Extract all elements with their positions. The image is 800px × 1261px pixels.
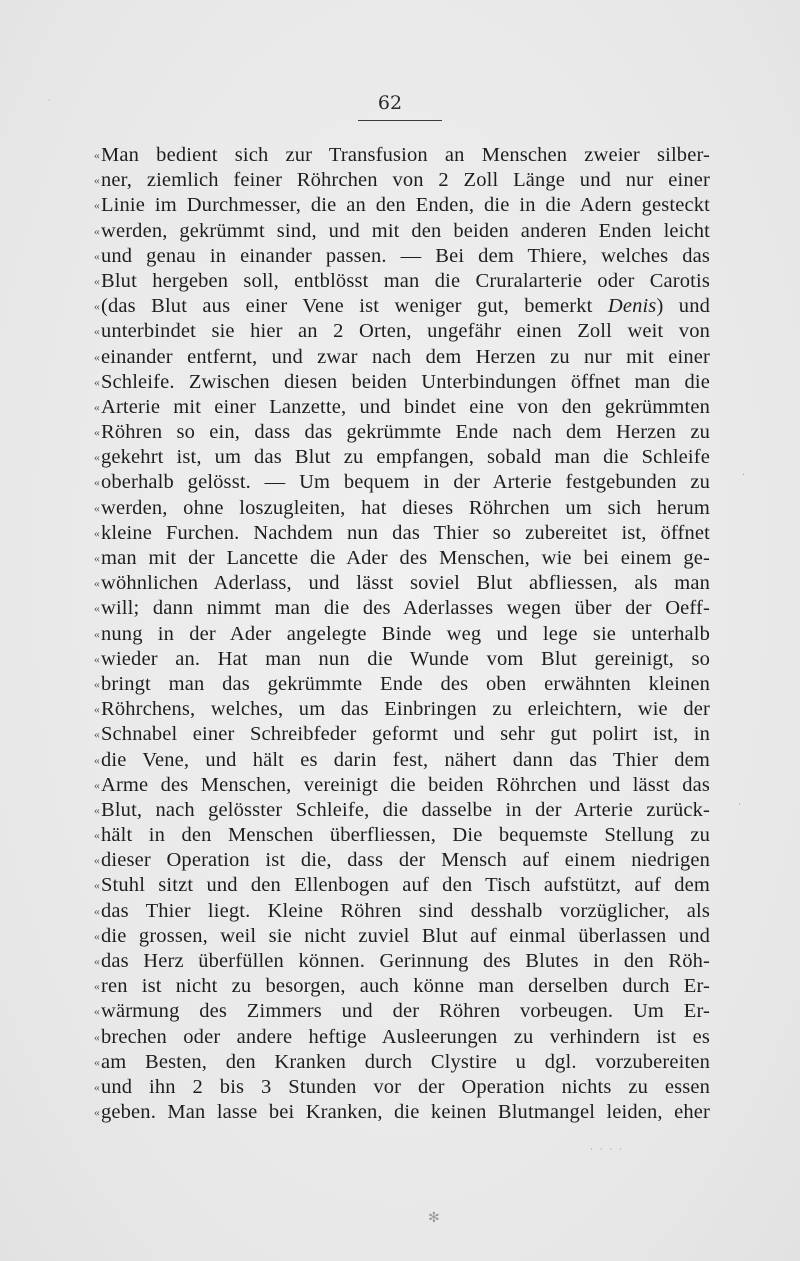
text-line [86,294,710,319]
text-line [86,193,710,218]
line-text: wärmung des Zimmers und der Röhren vorbeugen. Um Er- [101,1000,710,1023]
quote-mark: « [93,903,100,918]
text-line [86,748,710,773]
quote-mark: « [93,928,100,943]
quote-mark: « [93,802,100,817]
text-line [86,596,710,621]
line-text: Man bedient sich zur Transfusion an Menschen zweier silber- [101,144,710,166]
text-line [86,1100,710,1125]
text-line [86,521,710,546]
quote-mark: « [93,525,100,540]
line-text: Blut, nach gelösster Schleife, die dasselbe in der Arterie zurück- [101,798,710,821]
body-text [86,143,710,1125]
quote-mark: « [93,223,100,238]
line-text: und ihn 2 bis 3 Stunden vor der Operation nichts zu essen [101,1075,710,1098]
quote-mark: « [93,1105,100,1120]
text-line [86,773,710,798]
line-text: Schleife. Zwischen diesen beiden Unterbindungen öffnet man die [101,370,710,393]
text-line [86,345,710,370]
line-text: brechen oder andere heftige Ausleerungen zu verhindern ist es [101,1025,710,1048]
line-text: werden, ohne loszugleiten, hat dieses Röhrchen um sich herum [101,496,710,519]
text-line [86,269,710,294]
text-line [86,1075,710,1100]
line-text: die Vene, und hält es darin fest, nähert dann das Thier dem [101,748,710,771]
quote-mark: « [93,399,100,414]
line-text: will; dann nimmt man die des Aderlasses wegen über der Oeff- [101,597,710,620]
header-rule [358,120,442,121]
speck-mark: · [742,470,746,481]
text-line [86,949,710,974]
text-line [86,974,710,999]
text-line [86,445,710,470]
quote-mark: « [93,828,100,843]
quote-mark: « [93,374,100,389]
text-line [86,1050,710,1075]
text-line [86,143,710,168]
quote-mark: « [93,777,100,792]
quote-mark: « [93,878,100,893]
quote-mark: « [93,425,100,440]
quote-mark: « [93,248,100,263]
text-line [86,219,710,244]
line-text: Röhren so ein, dass das gekrümmte Ende nach dem Herzen zu [101,421,710,444]
quote-mark: « [93,601,100,616]
line-text: (das Blut aus einer Vene ist weniger gut, bemerkt Denis) und [101,295,710,318]
text-line [86,873,710,898]
text-line [86,470,710,495]
page-number: 62 [377,92,403,114]
line-text: werden, gekrümmt sind, und mit den beiden anderen Enden leicht [101,219,710,242]
text-line [86,672,710,697]
text-line [86,420,710,445]
line-text: einander entfernt, und zwar nach dem Herzen zu nur mit einer [101,345,710,368]
line-text: Blut hergeben soll, entblösst man die Cruralarterie oder Carotis [101,269,710,292]
line-text: ner, ziemlich feiner Röhrchen von 2 Zoll Länge und nur einer [101,169,710,192]
line-text: wöhnlichen Aderlass, und lässt soviel Blut abfliessen, als man [101,572,710,595]
quote-mark: « [93,148,100,162]
quote-mark: « [93,500,100,515]
quote-mark: « [93,1004,100,1019]
quote-mark: « [93,576,100,591]
quote-mark: « [93,702,100,717]
quote-mark: « [93,979,100,994]
speck-mark: · [738,800,741,810]
line-text: dieser Operation ist die, dass der Mensch auf einem niedrigen [101,849,710,872]
line-text: hält in den Menschen überfliessen, Die bequemste Stellung zu [101,824,710,847]
quote-mark: « [93,752,100,767]
text-line [86,168,710,193]
quote-mark: « [93,1054,100,1069]
line-text: geben. Man lasse bei Kranken, die keinen Blutmangel leiden, eher [101,1101,710,1124]
text-line [86,848,710,873]
speck-mark: · · · · [590,1145,625,1155]
text-line [86,395,710,420]
quote-mark: « [93,853,100,868]
italic-name: Denis [607,295,657,318]
line-text: kleine Furchen. Nachdem nun das Thier so zubereitet ist, öffnet [101,521,710,544]
line-text: ren ist nicht zu besorgen, auch könne man derselben durch Er- [101,975,710,998]
line-text: Röhrchens, welches, um das Einbringen zu erleichtern, wie der [101,698,710,721]
text-line [86,622,710,647]
line-text: am Besten, den Kranken durch Clystire u dgl. vorzubereiten [101,1050,710,1073]
text-line [86,823,710,848]
quote-mark: « [93,1029,100,1044]
text-line [86,798,710,823]
quote-mark: « [93,173,100,188]
line-text: gekehrt ist, um das Blut zu empfangen, sobald man die Schleife [101,446,710,469]
line-text: bringt man das gekrümmte Ende des oben erwähnten kleinen [101,672,710,695]
text-line [86,496,710,521]
line-text: nung in der Ader angelegte Binde weg und lege sie unterhalb [101,622,710,645]
line-text: das Herz überfüllen können. Gerinnung des Blutes in den Röh- [101,950,710,972]
quote-mark: « [93,349,100,364]
text-line [86,370,710,395]
text-line [86,1025,710,1050]
line-text: man mit der Lancette die Ader des Menschen, wie bei einem ge- [101,547,710,569]
quote-mark: « [93,273,100,288]
quote-mark: « [93,1079,100,1094]
quote-mark: « [93,299,100,314]
speck-mark: · [48,96,51,105]
text-line [86,647,710,672]
line-text: wieder an. Hat man nun die Wunde vom Blut gereinigt, so [101,647,710,670]
quote-mark: « [93,626,100,641]
text-line [86,722,710,747]
line-text: die grossen, weil sie nicht zuviel Blut auf einmal überlassen und [101,924,710,947]
line-text: Stuhl sitzt und den Ellenbogen auf den Tisch aufstützt, auf dem [101,874,710,897]
line-text: Arterie mit einer Lanzette, und bindet eine von den gekrümmten [101,395,710,418]
text-line [86,319,710,344]
line-text: Schnabel einer Schreibfeder geformt und sehr gut polirt ist, in [101,723,710,746]
line-text: unterbindet sie hier an 2 Orten, ungefähr einen Zoll weit von [101,320,710,343]
line-text: oberhalb gelösst. — Um bequem in der Arterie festgebunden zu [101,471,710,494]
text-line [86,697,710,722]
text-line [86,571,710,596]
quote-mark: « [93,651,100,666]
text-line [86,244,710,269]
quote-mark: « [93,551,100,565]
quote-mark: « [93,954,100,968]
line-text: Linie im Durchmesser, die an den Enden, die in die Adern gesteckt [101,194,710,217]
quote-mark: « [93,198,100,213]
line-text: und genau in einander passen. — Bei dem Thiere, welches das [101,244,710,267]
quote-mark: « [93,475,100,490]
text-line [86,999,710,1024]
quote-mark: « [93,324,100,339]
quote-mark: « [93,450,100,465]
speck-mark: ✻ [428,1210,440,1226]
quote-mark: « [93,727,100,742]
line-text: Arme des Menschen, vereinigt die beiden Röhrchen und lässt das [101,773,710,796]
text-line [86,924,710,949]
line-text: das Thier liegt. Kleine Röhren sind desshalb vorzüglicher, als [101,899,710,922]
quote-mark: « [93,676,100,691]
text-line [86,546,710,571]
text-line [86,899,710,924]
